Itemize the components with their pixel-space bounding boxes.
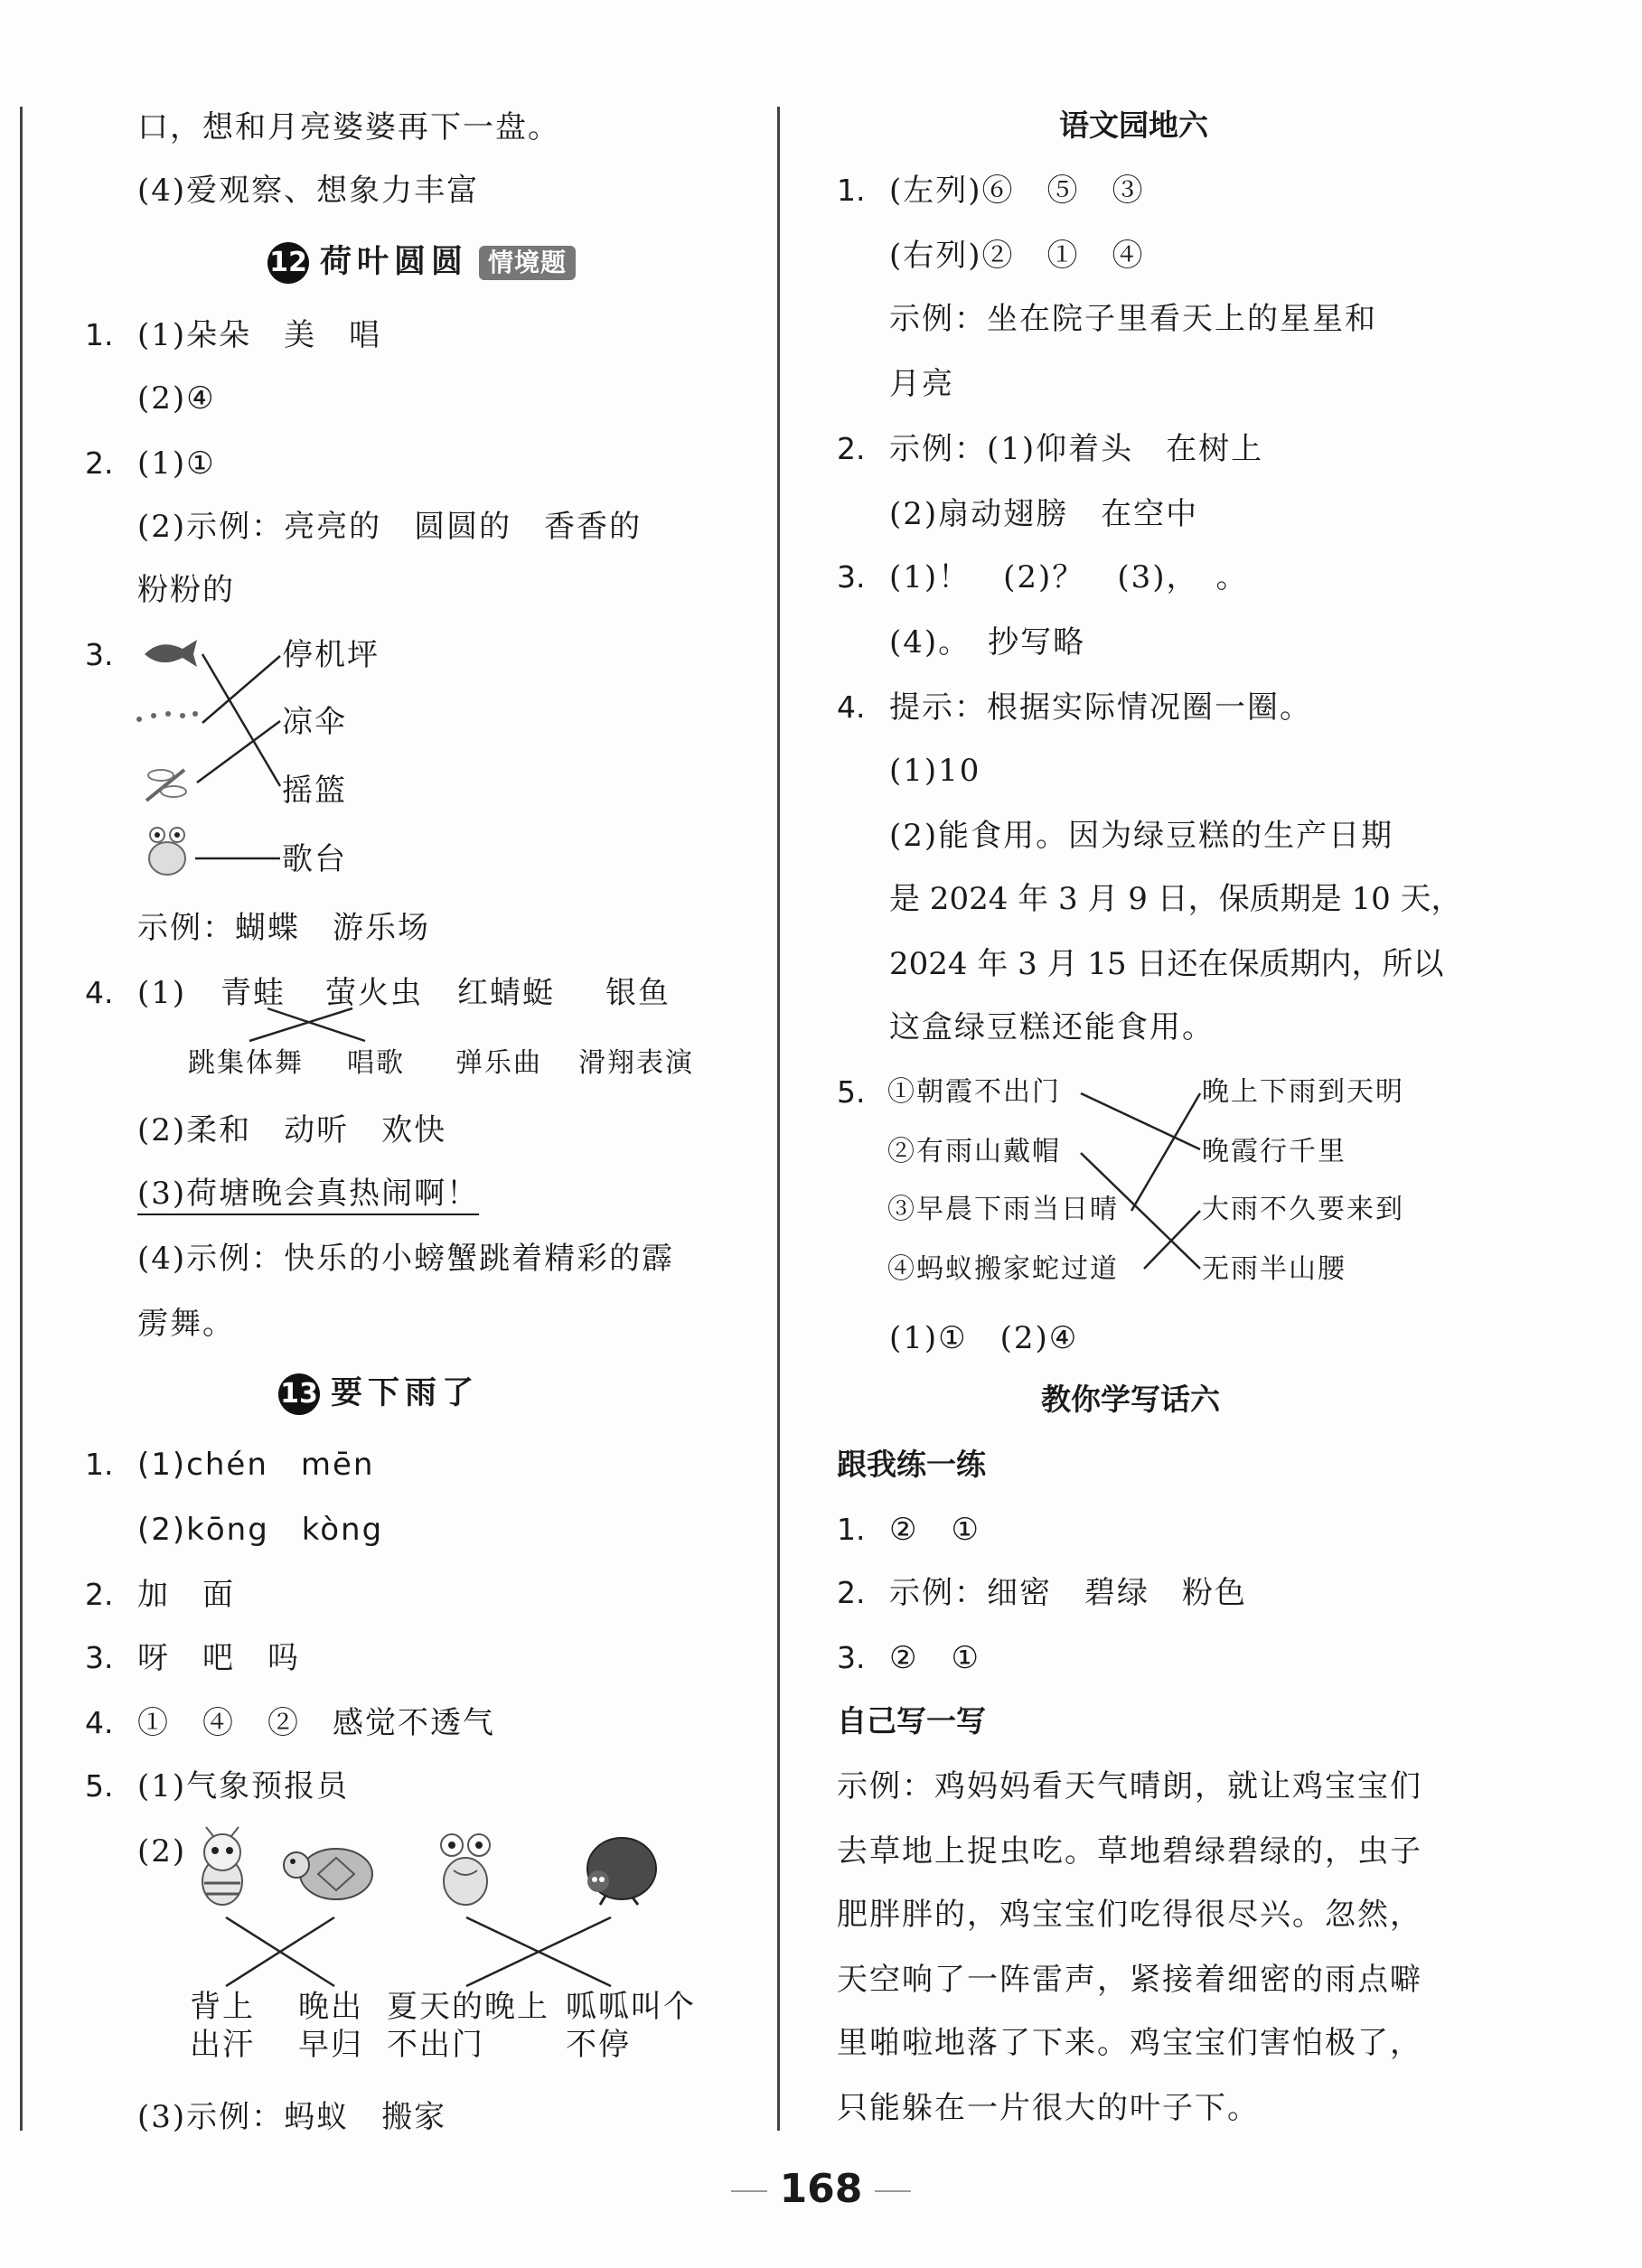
proverb-left: ②有雨山戴帽 [887,1136,1061,1167]
answer-line: (4)示例：快乐的小螃蟹跳着精彩的霹 [137,1241,675,1277]
answer-line: (左列)⑥ ⑤ ③ [889,173,1145,209]
essay-line: 肥胖胖的，鸡宝宝们吃得很尽兴。忽然， [837,1897,1422,1933]
match-word: 摇篮 [282,773,347,809]
match-word: 停机坪 [282,637,380,673]
question-number: 5. [837,1074,866,1110]
beetle-icon [578,1829,660,1907]
answer-line: 这盒绿豆糕还能食用。 [889,1009,1215,1045]
essay-line: 去草地上捉虫吃。草地碧绿碧绿的，虫子 [837,1833,1422,1870]
animal-word: 银鱼 [605,975,671,1011]
question-number: 3. [837,1640,866,1675]
question-number: 4. [85,975,114,1010]
match-line [466,1917,611,1986]
answer-line: 加 面 [137,1577,235,1613]
answer-line: 示例：坐在院子里看天上的星星和 [889,301,1377,337]
animal-word: 萤火虫 [325,975,423,1011]
column-divider [777,107,780,2131]
activity-word: 弹乐曲 [455,1047,542,1079]
activity-word: 滑翔表演 [578,1047,694,1079]
match-label: 背上 出汗 [190,1989,255,2063]
tadpoles-icon [132,703,202,730]
match-line [226,1917,334,1986]
dragonfly-icon [139,761,193,808]
answer-line: (1)朵朵 美 唱 [137,317,382,353]
answer-line: (2)④ [137,380,216,417]
essay-line: 只能躲在一片很大的叶子下。 [837,2090,1260,2126]
match-word: 歌台 [282,841,347,877]
turtle-icon [280,1832,380,1907]
match-line [197,721,280,783]
answer-line: (1)气象预报员 [137,1768,350,1804]
answer-line: 月亮 [889,366,954,402]
question-number: 1. [837,1512,866,1547]
answer-line: (1)10 [889,753,981,789]
match-line [466,1917,611,1986]
question-number: 3. [837,559,866,595]
subsection-title: 跟我练一练 [837,1447,986,1482]
answer-line: 雳舞。 [137,1306,235,1342]
animal-word: 青蛙 [220,975,286,1011]
answer-line: 示例：蝴蝶 游乐场 [137,910,430,946]
answer-line: 粉粉的 [137,572,235,608]
section-title: 语文园地六 [1059,108,1208,143]
lesson-12-heading [267,242,576,284]
match-word: 凉伞 [282,704,347,740]
match-line [1081,1093,1200,1149]
answer-line: (2)扇动翅膀 在空中 [889,496,1199,532]
lesson-number-badge: 12 [267,242,309,284]
answer-line: ② ① [889,1640,981,1676]
answer-line: (2)kōng kòng [137,1512,384,1548]
match-label: 夏天的晚上 不出门 [387,1989,549,2063]
lesson-title: 荷叶圆圆 [320,244,469,280]
essay-line: 天空响了一阵雷声，紧接着细密的雨点噼 [837,1962,1422,1998]
match-line [1144,1211,1200,1269]
proverb-right: 无雨半山腰 [1202,1253,1346,1285]
question-number: 4. [85,1705,114,1740]
bee-icon [188,1825,257,1908]
match-line [1131,1093,1200,1211]
question-number: 5. [85,1768,114,1804]
page-number: 168 [0,2167,1642,2212]
question-number: 3. [85,637,114,672]
proverb-left: ④蚂蚁搬家蛇过道 [887,1253,1119,1285]
answer-line: (1)chén mēn [137,1447,375,1483]
match-line [202,654,280,786]
frog-icon [436,1831,495,1908]
proverb-right: 晚霞行千里 [1202,1136,1346,1167]
underlined-sentence: (3)荷塘晚会真热闹啊！ [137,1176,479,1215]
answer-line: (2)示例：亮亮的 圆圆的 香香的 [137,509,643,545]
answer-line: (2) [137,1833,187,1870]
answer-line: (2)柔和 动听 欢快 [137,1112,447,1148]
match-line [226,1917,334,1986]
answer-line: (1)① [137,445,216,482]
answer-line: 示例：细密 碧绿 粉色 [889,1575,1247,1611]
match-label: 晚出 早归 [298,1989,363,2063]
answer-line: (1)！ (2)？ (3)， 。 [889,559,1249,595]
question-number: 2. [85,1577,114,1612]
question-number: 3. [85,1640,114,1675]
match-line [249,1008,352,1041]
fish-icon [141,633,201,672]
left-margin-rule [20,107,23,2131]
question-number: 1. [837,173,866,208]
proverb-left: ③早晨下雨当日晴 [887,1194,1119,1225]
lesson-13-heading [278,1373,479,1415]
answer-line: (2)能食用。因为绿豆糕的生产日期 [889,818,1394,854]
answer-line: (右列)② ① ④ [889,238,1145,274]
question-number: 1. [85,1447,114,1482]
lesson-title: 要下雨了 [331,1375,480,1411]
answer-line: (1) [137,975,187,1011]
match-line [202,656,280,723]
proverb-right: 大雨不久要来到 [1202,1194,1404,1225]
answer-line [137,1175,479,1213]
activity-word: 唱歌 [347,1047,405,1079]
animal-word: 红蜻蜓 [457,975,555,1011]
question-number: 4. [837,689,866,725]
question-number: 2. [85,445,114,481]
answer-line: 提示：根据实际情况圈一圈。 [889,689,1312,726]
answer-line: 呀 吧 吗 [137,1640,300,1676]
answer-line: (1)① (2)④ [889,1320,1079,1356]
answer-line: 2024 年 3 月 15 日还在保质期内，所以 [889,946,1444,982]
match-line [267,1008,365,1041]
answer-line: ② ① [889,1512,981,1548]
frog-icon [145,824,190,880]
match-label: 呱呱叫个 不停 [566,1989,696,2063]
essay-line: 里啪啦地落了下来。鸡宝宝们害怕极了， [837,2025,1422,2061]
question-number: 1. [85,317,114,352]
activity-word: 跳集体舞 [188,1047,304,1079]
answer-line: 是 2024 年 3 月 9 日，保质期是 10 天， [889,881,1462,917]
lesson-number-badge: 13 [278,1373,320,1415]
question-number: 2. [837,1575,866,1610]
continued-answer-line: (4)爱观察、想象力丰富 [137,173,480,209]
scenario-tag: 情境题 [479,246,576,280]
continued-answer-line: 口，想和月亮婆婆再下一盘。 [137,109,560,145]
answer-line: (4)。 抄写略 [889,624,1086,661]
answer-line: (3)示例：蚂蚁 搬家 [137,2099,447,2135]
proverb-left: ①朝霞不出门 [887,1076,1061,1108]
question-number: 2. [837,431,866,466]
answer-line: ① ④ ② 感觉不透气 [137,1705,495,1741]
essay-line: 示例：鸡妈妈看天气晴朗，就让鸡宝宝们 [837,1768,1422,1804]
section-title: 教你学写话六 [1041,1382,1220,1417]
proverb-right: 晚上下雨到天明 [1202,1076,1404,1108]
subsection-title: 自己写一写 [837,1703,986,1738]
answer-line: 示例：(1)仰着头 在树上 [889,431,1264,467]
